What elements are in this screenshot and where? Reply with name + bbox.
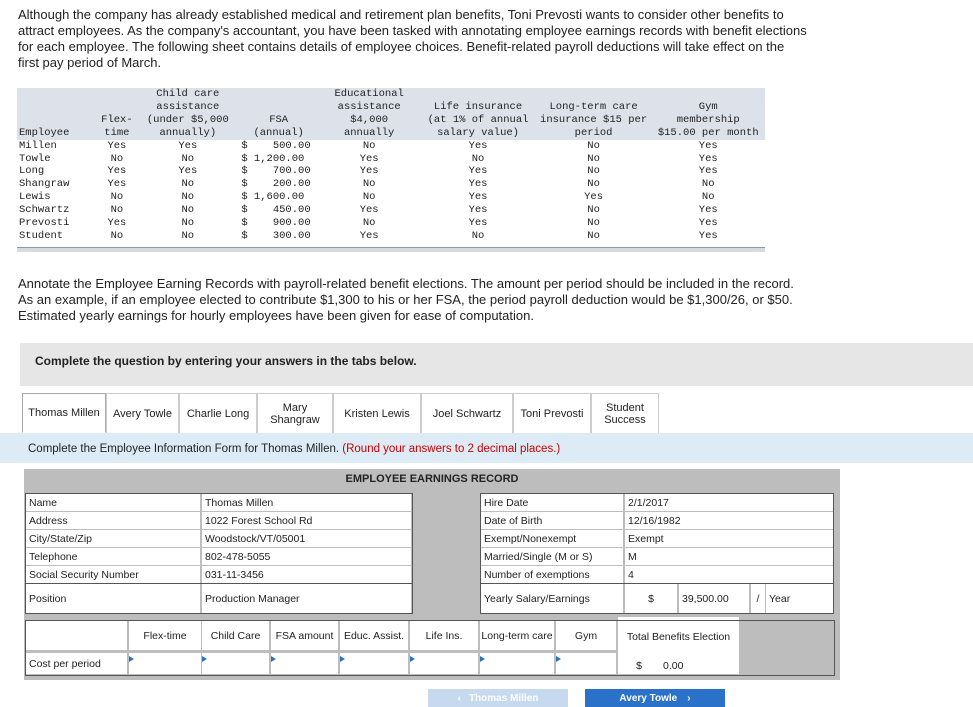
salary-unit: Year: [766, 584, 833, 613]
benefit-cell: No: [362, 178, 376, 191]
record-value: M: [625, 548, 833, 565]
input-marker-icon: [556, 656, 561, 662]
benefit-cell: $ 200.00: [241, 178, 311, 191]
input-marker-icon: [410, 656, 415, 662]
benefit-header: Flex- time: [98, 88, 137, 140]
benefit-elections-table: [17, 88, 765, 252]
table-row: [17, 204, 765, 217]
tab-avery-towle[interactable]: Avery Towle: [106, 393, 179, 433]
benefit-cell: Long: [19, 165, 45, 178]
benefit-cell: Student: [19, 229, 64, 242]
input-marker-icon: [480, 656, 485, 662]
salary-separator: /: [751, 584, 765, 613]
benefit-header: Gym membership $15.00 per month: [651, 88, 765, 140]
benefit-cell: Yes: [468, 191, 488, 204]
record-label: Number of exemptions: [481, 566, 623, 583]
benefit-cell: Yes: [107, 165, 127, 178]
salary-box: [480, 583, 834, 614]
instruction-text: Complete the Employee Information Form for Thomas Millen.: [28, 443, 340, 455]
benefit-cell: Yes: [698, 152, 718, 165]
benefit-cell: Yes: [107, 178, 127, 191]
benefit-cell: $ 500.00: [241, 139, 311, 152]
record-value: Woodstock/VT/05001: [202, 530, 411, 547]
benefit-header: Long-term care insurance $15 per period: [536, 88, 652, 140]
tab-toni-prevosti[interactable]: Toni Prevosti: [513, 393, 591, 433]
record-label: Name: [26, 494, 200, 511]
salary-dollar: $: [625, 584, 677, 613]
benefit-cell: Yes: [359, 229, 379, 242]
benefit-header: FSA (annual): [239, 88, 318, 140]
benefit-cell: Lewis: [19, 191, 51, 204]
tab-thomas-millen[interactable]: Thomas Millen: [22, 393, 106, 433]
benefit-cell: No: [362, 191, 376, 204]
input-marker-icon: [271, 656, 276, 662]
question-text: Complete the question by entering your answers in the tabs below.: [35, 354, 417, 368]
benefit-cell: Yes: [468, 178, 488, 191]
benefit-cell: Yes: [698, 165, 718, 178]
position-box: [25, 583, 413, 614]
benefit-cell: No: [110, 229, 124, 242]
chevron-right-icon: ›: [687, 692, 691, 704]
benefit-cell: Shangraw: [19, 178, 70, 191]
benefits-box: [25, 620, 835, 676]
tab-joel-schwartz[interactable]: Joel Schwartz: [421, 393, 513, 433]
chevron-left-icon: ‹: [457, 692, 461, 704]
benefit-cell: Yes: [107, 139, 127, 152]
column-header: Life Ins.: [410, 621, 478, 650]
record-title: EMPLOYEE EARNINGS RECORD: [345, 473, 519, 485]
record-label: City/State/Zip: [26, 530, 200, 547]
table-row: [17, 153, 765, 166]
record-label: Position: [26, 584, 200, 613]
benefit-cell: Yes: [698, 204, 718, 217]
prev-tab-label: Thomas Millen: [468, 692, 539, 704]
table-bottom-rule: [17, 247, 765, 252]
salary-input[interactable]: 39,500.00: [679, 584, 749, 613]
benefit-cell: Yes: [359, 204, 379, 217]
input-marker-icon: [340, 656, 345, 662]
tab-mary-shangraw[interactable]: Mary Shangraw: [257, 393, 333, 433]
left-info-box: [25, 493, 413, 584]
record-label: Yearly Salary/Earnings: [481, 584, 623, 613]
table-row: [17, 230, 765, 243]
benefit-cell: Yes: [359, 165, 379, 178]
instruction-bar: [0, 433, 973, 463]
employee-earnings-record: [24, 469, 840, 680]
input-marker-icon: [202, 656, 207, 662]
benefit-cell: $ 300.00: [241, 229, 311, 242]
table-row: [17, 165, 765, 178]
column-header: Child Care: [202, 621, 269, 650]
column-header: Flex-time: [129, 621, 201, 650]
column-header: Educ. Assist.: [340, 621, 408, 650]
tab-kristen-lewis[interactable]: Kristen Lewis: [333, 393, 421, 433]
instructions-paragraph: Annotate the Employee Earning Records with payroll-related benefit elections. The amount per period should be included in the record. As an example, if an employee elected to contribute $1,300 to his or her FSA, the period payroll deduction would be $1,300/26, or $50. Estimated yearly earnings for hourly employees have been given for ease of computation.: [18, 276, 794, 323]
benefit-cell: Yes: [178, 165, 198, 178]
benefit-cell: Prevosti: [19, 217, 70, 230]
benefit-cell: No: [587, 178, 600, 191]
record-value: Thomas Millen: [202, 494, 411, 511]
benefit-cell: $ 700.00: [241, 165, 311, 178]
benefit-header: Life insurance (at 1% of annual salary value): [420, 88, 535, 140]
benefit-cell: $ 1,600.00: [241, 191, 305, 204]
intro-paragraph: Although the company has already established medical and retirement plan benefits, Toni Prevosti wants to consider other benefits to attract employees. As the company's accountant, you have been tasked with annotating employee earnings records with benefit elections for each employee. The following sheet contains details of employee choices. Benefit-related payroll deductions will take effect on the first pay period of March.: [18, 7, 807, 70]
benefit-cell: No: [110, 204, 124, 217]
benefit-cell: No: [587, 165, 600, 178]
total-dollar: $: [618, 657, 660, 674]
record-label: Telephone: [26, 548, 200, 565]
benefit-header: Child care assistance (under $5,000 annually): [136, 88, 239, 140]
benefit-cell: No: [587, 204, 600, 217]
benefit-cell: Yes: [178, 139, 198, 152]
record-value: 4: [625, 566, 833, 583]
table-row: [17, 178, 765, 191]
benefit-cell: No: [701, 191, 715, 204]
benefit-cell: Towle: [19, 152, 51, 165]
record-value: 12/16/1982: [625, 512, 833, 529]
benefit-cell: No: [181, 152, 195, 165]
total-benefits-value: 0.00: [660, 657, 739, 674]
benefit-cell: Yes: [698, 229, 718, 242]
column-header: Long-term care: [480, 621, 554, 650]
record-value: 1022 Forest School Rd: [202, 512, 411, 529]
benefit-cell: No: [587, 152, 600, 165]
table-row: [17, 191, 765, 204]
record-label: Exempt/Nonexempt: [481, 530, 623, 547]
benefit-cell: $ 900.00: [241, 217, 311, 230]
column-header: Gym: [556, 621, 616, 650]
benefit-cell: Yes: [698, 139, 718, 152]
benefit-cell: No: [587, 139, 600, 152]
next-tab-label: Avery Towle: [619, 692, 678, 704]
table-row: [17, 217, 765, 230]
benefit-cell: No: [471, 229, 485, 242]
benefit-header: Employee: [17, 88, 98, 140]
benefit-cell: No: [181, 204, 195, 217]
benefit-cell: $ 1,200.00: [241, 152, 305, 165]
benefit-cell: Millen: [19, 139, 57, 152]
benefit-cell: No: [181, 217, 195, 230]
record-label: Address: [26, 512, 200, 529]
benefit-cell: Yes: [468, 165, 488, 178]
record-label: Hire Date: [481, 494, 623, 511]
benefit-cell: No: [587, 217, 600, 230]
record-value: 802-478-5055: [202, 548, 411, 565]
tab-student-success[interactable]: Student Success: [591, 393, 659, 433]
benefit-cell: No: [471, 152, 485, 165]
benefit-cell: No: [701, 178, 715, 191]
cost-per-period-label: Cost per period: [26, 653, 127, 674]
benefit-cell: Schwartz: [19, 204, 70, 217]
record-value: 2/1/2017: [625, 494, 833, 511]
benefit-cell: Yes: [468, 217, 488, 230]
benefit-cell: No: [362, 217, 376, 230]
prev-tab-button[interactable]: [428, 689, 568, 707]
record-value: Exempt: [625, 530, 833, 547]
position-value: Production Manager: [202, 584, 411, 613]
tab-charlie-long[interactable]: Charlie Long: [179, 393, 257, 433]
right-info-box: [480, 493, 834, 584]
benefit-header: Educational assistance $4,000 annually: [318, 88, 420, 140]
benefit-cell: Yes: [468, 139, 488, 152]
benefit-cell: No: [362, 139, 376, 152]
next-tab-button[interactable]: [585, 689, 725, 707]
benefit-cell: Yes: [359, 152, 379, 165]
benefit-cell: No: [110, 152, 124, 165]
benefit-cell: No: [587, 229, 600, 242]
benefit-cell: Yes: [584, 191, 604, 204]
column-header: FSA amount: [271, 621, 338, 650]
question-banner: [20, 343, 973, 386]
benefit-cell: Yes: [468, 204, 488, 217]
benefit-cell: No: [181, 229, 195, 242]
employee-tabs: [22, 393, 659, 433]
benefit-cell: Yes: [107, 217, 127, 230]
input-marker-icon: [129, 656, 134, 662]
benefit-cell: No: [181, 178, 195, 191]
benefit-cell: No: [181, 191, 195, 204]
record-label: Date of Birth: [481, 512, 623, 529]
record-label: Social Security Number: [26, 566, 200, 583]
rounding-note: (Round your answers to 2 decimal places.): [342, 443, 561, 455]
benefit-cell: $ 450.00: [241, 204, 311, 217]
table-row: [17, 140, 765, 153]
benefit-cell: No: [110, 191, 124, 204]
benefit-cell: Yes: [698, 217, 718, 230]
record-value: 031-11-3456: [202, 566, 411, 583]
record-label: Married/Single (M or S): [481, 548, 623, 565]
column-header: Total Benefits Election: [618, 617, 739, 657]
